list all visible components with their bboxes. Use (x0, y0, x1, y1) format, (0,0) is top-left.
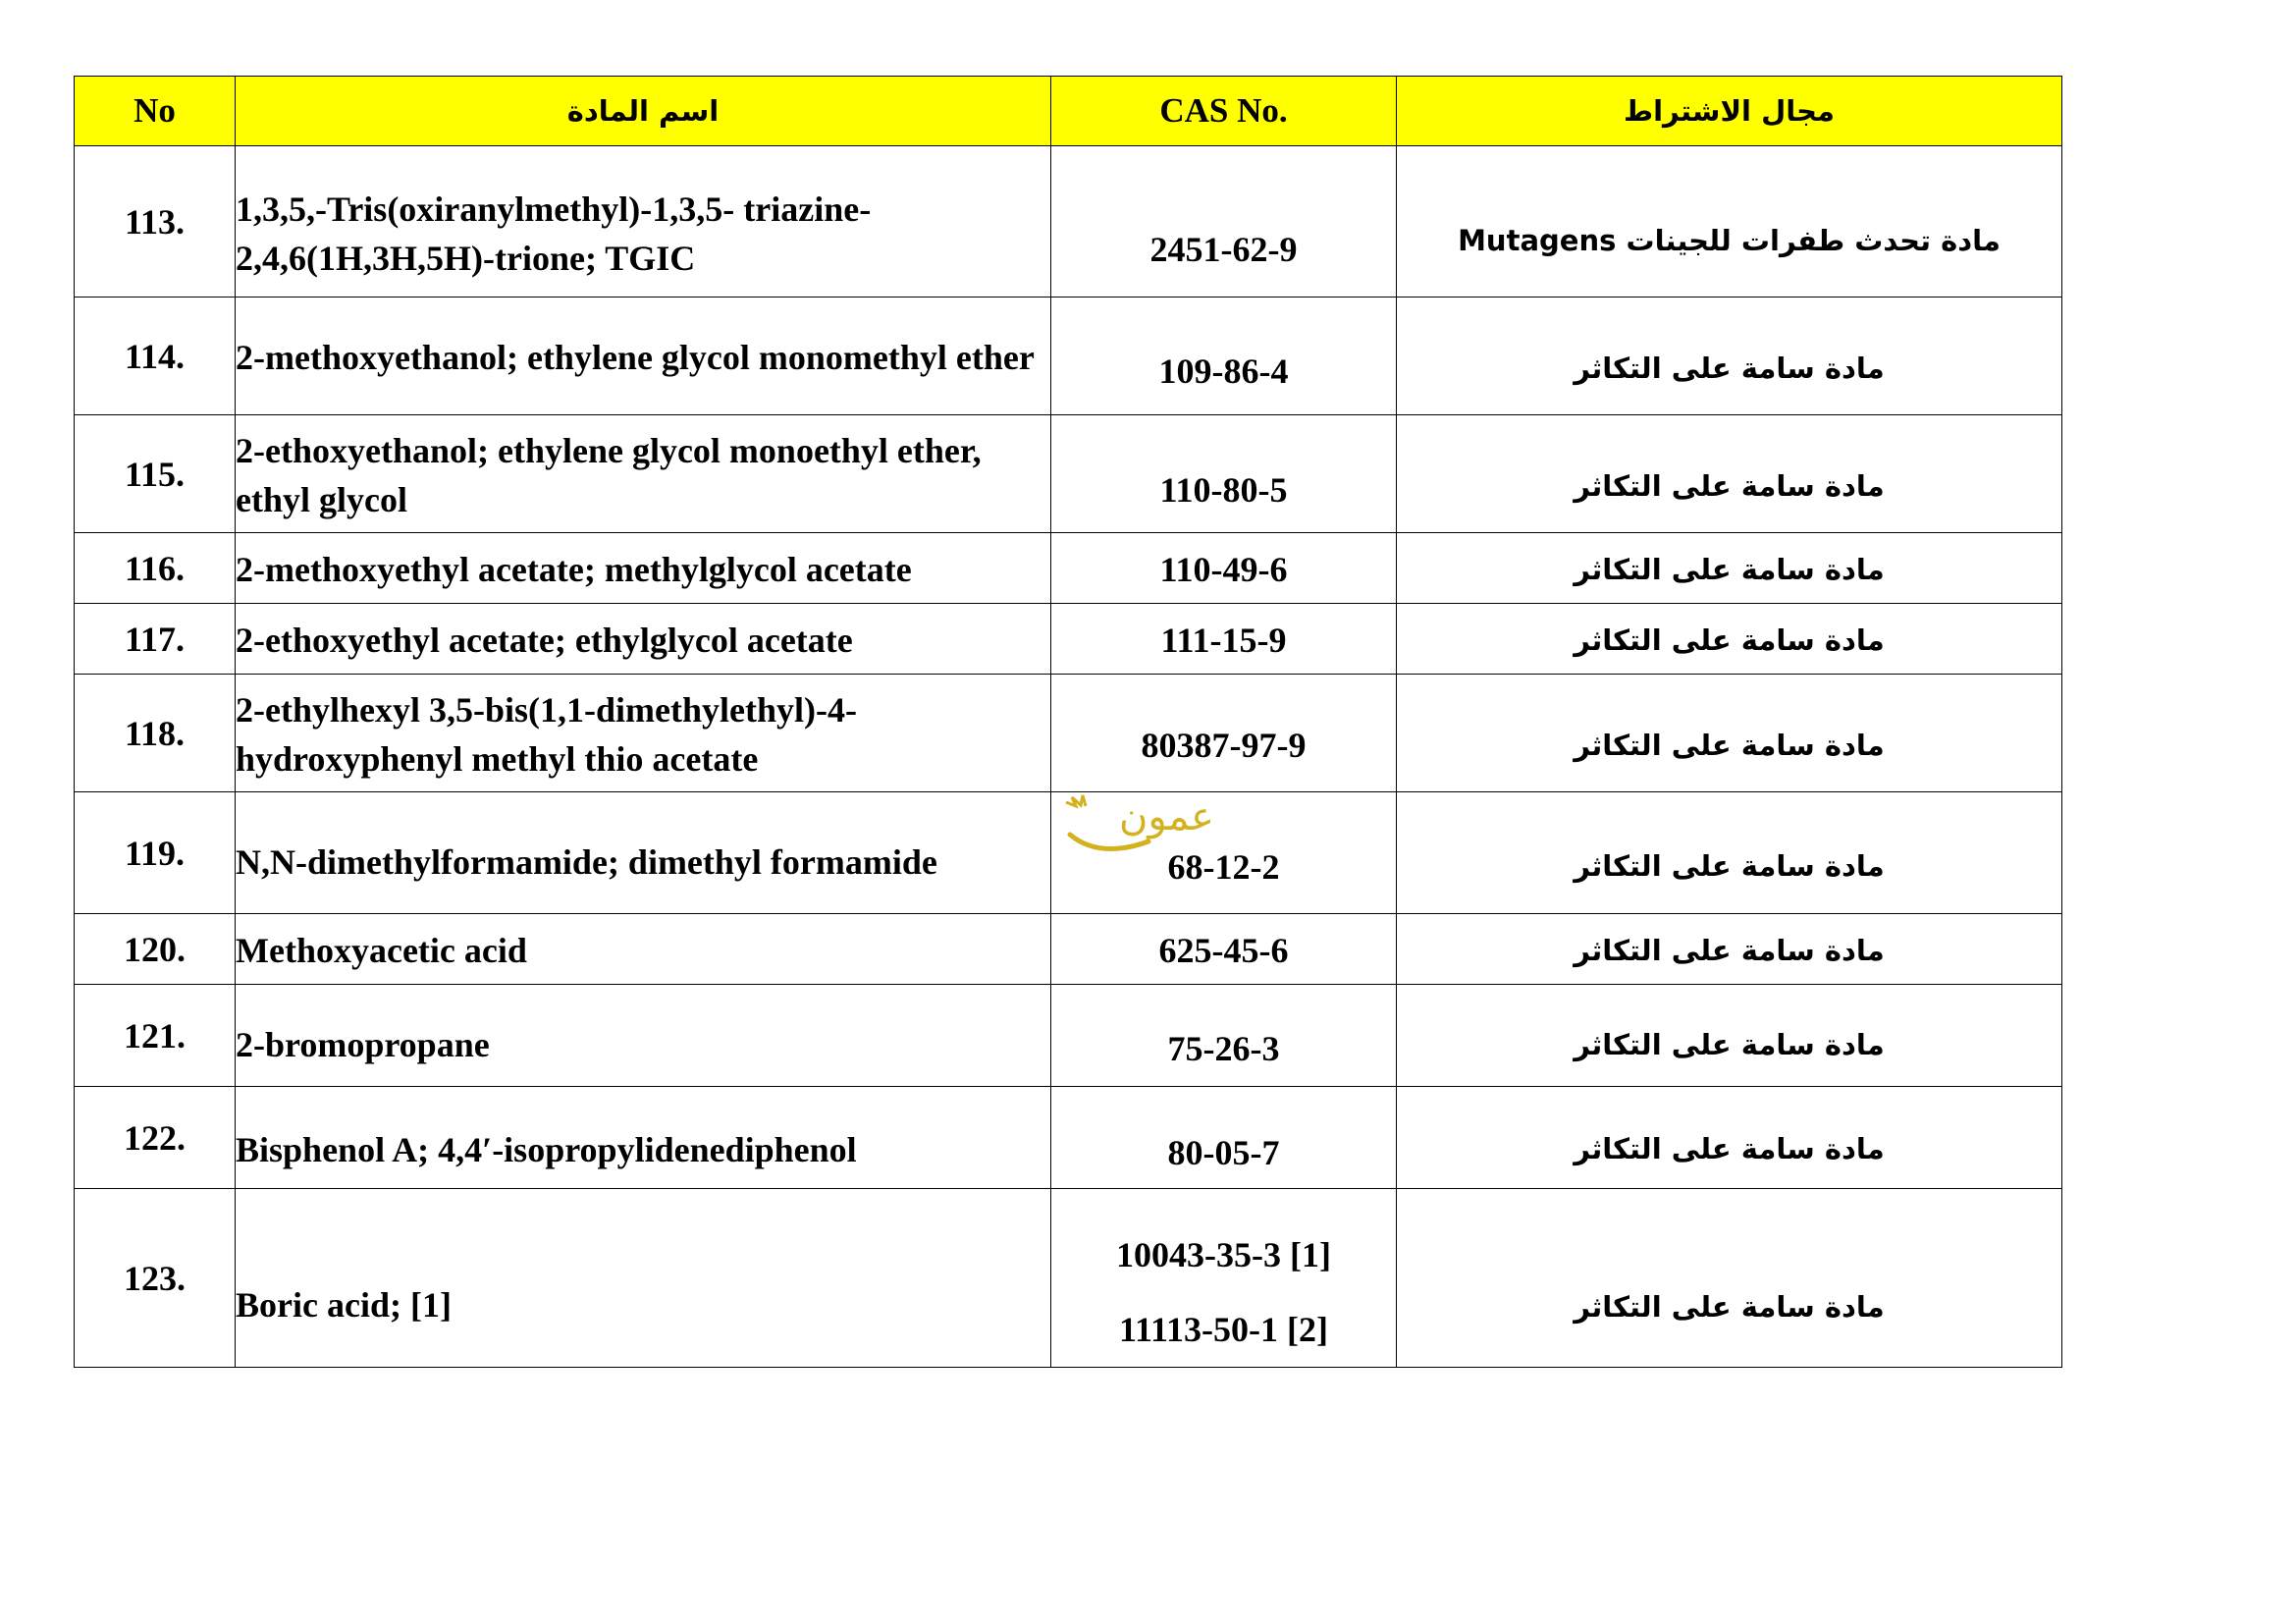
substance-name: Methoxyacetic acid (236, 914, 1051, 985)
requirement-scope: مادة سامة على التكاثر (1397, 604, 2062, 675)
row-number: 121. (75, 985, 236, 1087)
substance-name: 2-ethoxyethyl acetate; ethylglycol acetate (236, 604, 1051, 675)
cas-number-primary: 75-26-3 (1167, 1028, 1280, 1068)
cas-number (1051, 604, 1397, 675)
cas-number (1051, 985, 1397, 1087)
table-row (75, 1189, 2062, 1368)
row-number: 114. (75, 298, 236, 415)
substance-name: 2-ethylhexyl 3,5-bis(1,1-dimethylethyl)-4-hydroxyphenyl methyl thio acetate (236, 675, 1051, 792)
table-body (75, 146, 2062, 1368)
table-row (75, 298, 2062, 415)
watermark-logo (1060, 781, 1256, 859)
table-row (75, 533, 2062, 604)
cas-number (1051, 415, 1397, 533)
header-substance-name: اسم المادة (236, 77, 1051, 146)
table-header-row (75, 77, 2062, 146)
requirement-scope: مادة سامة على التكاثر (1397, 1189, 2062, 1368)
requirement-scope: مادة سامة على التكاثر (1397, 415, 2062, 533)
cas-number (1051, 914, 1397, 985)
row-number: 123. (75, 1189, 236, 1368)
cas-number-primary: 625-45-6 (1158, 930, 1289, 970)
row-number: 116. (75, 533, 236, 604)
row-number: 120. (75, 914, 236, 985)
substance-name: Boric acid; [1] (236, 1189, 1051, 1368)
row-number: 115. (75, 415, 236, 533)
row-number: 119. (75, 792, 236, 914)
table-row (75, 415, 2062, 533)
row-number: 117. (75, 604, 236, 675)
substances-table (74, 76, 2062, 1368)
table-row (75, 914, 2062, 985)
cas-number-primary: 10043-35-3 [1] (1116, 1234, 1331, 1274)
cas-number-primary: 80-05-7 (1167, 1132, 1280, 1172)
row-number: 118. (75, 675, 236, 792)
table-row (75, 604, 2062, 675)
requirement-scope: مادة سامة على التكاثر (1397, 792, 2062, 914)
cas-number (1051, 533, 1397, 604)
requirement-scope: مادة سامة على التكاثر (1397, 914, 2062, 985)
requirement-scope: مادة سامة على التكاثر (1397, 533, 2062, 604)
cas-number-primary: 111-15-9 (1160, 620, 1287, 660)
cas-number-primary: 80387-97-9 (1141, 725, 1307, 765)
cas-number (1051, 146, 1397, 298)
table-row (75, 1087, 2062, 1189)
substance-name: 1,3,5,-Tris(oxiranylmethyl)-1,3,5- triazine-2,4,6(1H,3H,5H)-trione; TGIC (236, 146, 1051, 298)
table-row (75, 146, 2062, 298)
header-cas-number: CAS No. (1051, 77, 1397, 146)
cas-number (1051, 1087, 1397, 1189)
cas-number (1051, 1189, 1397, 1368)
substance-name: 2-ethoxyethanol; ethylene glycol monoethyl ether, ethyl glycol (236, 415, 1051, 533)
watermark-text: عمون (1119, 794, 1215, 839)
cas-number (1051, 298, 1397, 415)
row-number: 113. (75, 146, 236, 298)
requirement-scope: مادة سامة على التكاثر (1397, 298, 2062, 415)
cas-number-secondary: 11113-50-1 [2] (1119, 1309, 1328, 1349)
requirement-scope: مادة سامة على التكاثر (1397, 985, 2062, 1087)
table-row (75, 675, 2062, 792)
cas-number-primary: 110-49-6 (1159, 549, 1288, 589)
table-row (75, 985, 2062, 1087)
substance-name: 2-methoxyethyl acetate; methylglycol acetate (236, 533, 1051, 604)
cas-number-primary: 109-86-4 (1158, 351, 1289, 391)
substance-name: 2-methoxyethanol; ethylene glycol monomethyl ether (236, 298, 1051, 415)
header-requirement-scope: مجال الاشتراط (1397, 77, 2062, 146)
cas-number-primary: 68-12-2 (1167, 846, 1280, 887)
row-number: 122. (75, 1087, 236, 1189)
cas-number-primary: 110-80-5 (1159, 469, 1288, 510)
cas-number (1051, 675, 1397, 792)
requirement-scope: مادة تحدث طفرات للجينات Mutagens (1397, 146, 2062, 298)
requirement-scope: مادة سامة على التكاثر (1397, 1087, 2062, 1189)
substance-name: N,N-dimethylformamide; dimethyl formamide (236, 792, 1051, 914)
substance-name: 2-bromopropane (236, 985, 1051, 1087)
substance-name: Bisphenol A; 4,4′-isopropylidenediphenol (236, 1087, 1051, 1189)
requirement-scope: مادة سامة على التكاثر (1397, 675, 2062, 792)
header-no: No (75, 77, 236, 146)
cas-number-primary: 2451-62-9 (1149, 229, 1298, 269)
